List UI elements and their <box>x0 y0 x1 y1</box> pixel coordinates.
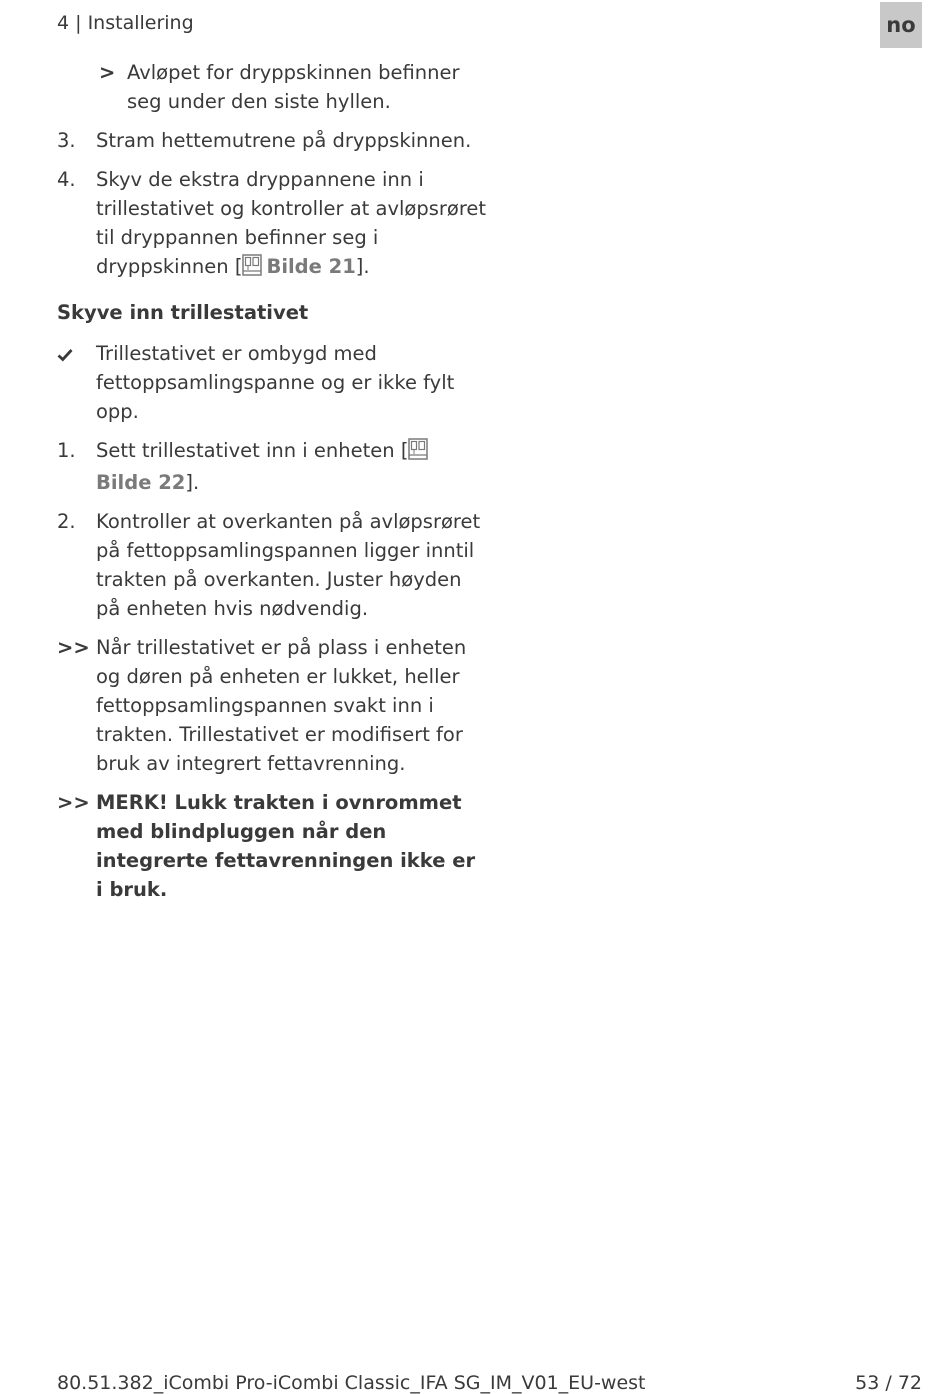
step-3 <box>57 126 487 155</box>
sub-step-marker: > <box>99 61 116 84</box>
result-2 <box>57 788 487 904</box>
step-1-text-post: ]. <box>185 471 200 494</box>
sub-step <box>57 58 487 116</box>
result-1 <box>57 633 487 778</box>
document-id: 80.51.382_iCombi Pro-iCombi Classic_IFA SG_IM_V01_EU-west <box>57 1372 646 1394</box>
prerequisite <box>57 339 487 426</box>
checkmark-icon <box>57 339 96 426</box>
result-marker: >> <box>57 791 90 814</box>
step-4-text-post: ]. <box>355 255 370 278</box>
page-number: 53 / 72 <box>855 1372 922 1394</box>
step-1-text <box>96 436 487 497</box>
step-2 <box>57 507 487 623</box>
sub-step-text: Avløpet for dryppskinnen befinner seg under den siste hyllen. <box>127 61 460 113</box>
figure-22-label: Bilde 22 <box>96 471 186 494</box>
step-1-text-pre: Sett trillestativet inn i enheten [ <box>96 439 409 462</box>
result-1-text: Når trillestativet er på plass i enheten og døren på enheten er lukket, heller fettoppsamlingspannen svakt inn i trakten. Trillestativet er modifisert for bruk av integrert fettavrenning. <box>96 636 467 775</box>
step-3-text: Stram hettemutrene på dryppskinnen. <box>96 129 472 152</box>
step-4 <box>57 165 487 284</box>
figure-21-label: Bilde 21 <box>266 255 356 278</box>
result-2-note: MERK! Lukk trakten i ovnrommet med blindpluggen når den integrerte fettavrenningen ikke er i bruk. <box>96 791 476 901</box>
instruction-body <box>57 58 487 904</box>
section-header: 4 | Installering <box>57 12 194 34</box>
step-3-number: 3. <box>57 129 76 152</box>
language-badge: no <box>880 2 922 48</box>
step-2-text: Kontroller at overkanten på avløpsrøret på fettoppsamlingspannen ligger inntil trakten på overkanten. Juster høyden på enheten hvis nødvendig. <box>96 510 481 620</box>
step-4-text <box>96 165 487 284</box>
step-1 <box>57 436 487 497</box>
section-heading: Skyve inn trillestativet <box>57 301 309 324</box>
prerequisite-text: Trillestativet er ombygd med fettoppsamlingspanne og er ikke fylt opp. <box>96 342 455 423</box>
result-marker: >> <box>57 636 90 659</box>
step-4-text-pre: Skyv de ekstra dryppannene inn i trillestativet og kontroller at avløpsrøret til dryppannen befinner seg i dryppskinnen [ <box>96 168 487 278</box>
figure-21-link[interactable] <box>242 255 355 278</box>
step-2-number: 2. <box>57 510 76 533</box>
step-4-number: 4. <box>57 168 76 191</box>
step-1-number: 1. <box>57 439 76 462</box>
figure-reference-icon <box>242 254 262 284</box>
figure-reference-icon <box>408 438 428 468</box>
